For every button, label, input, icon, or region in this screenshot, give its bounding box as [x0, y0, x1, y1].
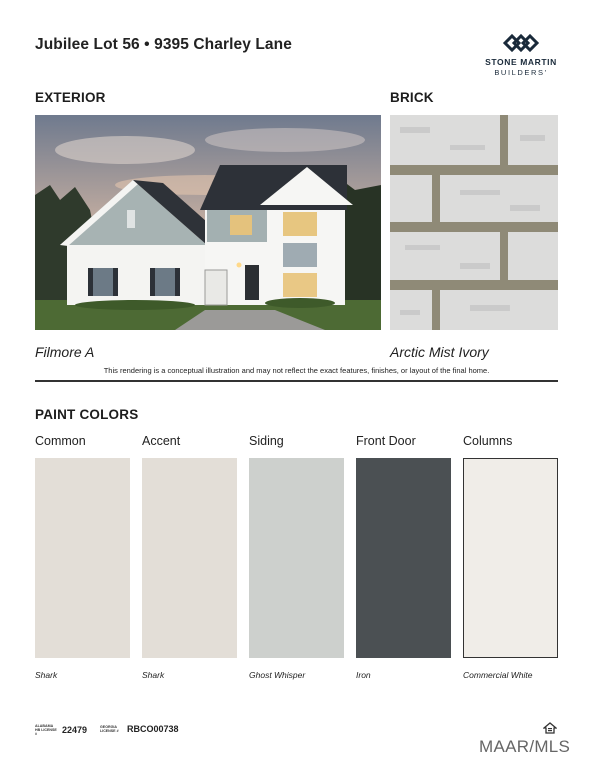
exterior-rendering-image	[35, 115, 381, 330]
logo-text-line2: BUILDERS'	[494, 68, 548, 77]
swatch-accent	[142, 458, 237, 658]
alabama-license-number: 22479	[62, 725, 88, 735]
logo-text-line1: STONE MARTIN	[485, 57, 557, 67]
georgia-license	[100, 724, 179, 734]
georgia-license-number: RBCO00738	[127, 724, 179, 734]
mls-watermark: MAAR/MLS	[479, 737, 571, 756]
swatch-label-front-door: Front Door	[356, 434, 416, 448]
page-title: Jubilee Lot 56 • 9395 Charley Lane	[35, 36, 292, 53]
swatch-siding	[249, 458, 344, 658]
swatch-label-columns: Columns	[463, 434, 513, 448]
swatch-name-front-door: Iron	[356, 670, 371, 680]
exterior-heading: EXTERIOR	[35, 90, 106, 105]
brick-sample-image	[390, 115, 558, 330]
swatch-front-door	[356, 458, 451, 658]
swatch-name-common: Shark	[35, 670, 58, 680]
georgia-license-label: GEORGIA LICENSE #	[100, 725, 119, 733]
swatch-name-accent: Shark	[142, 670, 165, 680]
brick-heading: BRICK	[390, 90, 434, 105]
equal-housing-icon	[543, 722, 557, 734]
disclaimer-text: This rendering is a conceptual illustration and may not reflect the exact features, finishes, or layout of the final home.	[103, 366, 490, 375]
swatch-name-siding: Ghost Whisper	[249, 670, 306, 680]
exterior-caption: Filmore A	[35, 344, 95, 360]
swatch-label-common: Common	[35, 434, 86, 448]
swatch-common	[35, 458, 130, 658]
stone-martin-logo	[476, 33, 566, 77]
alabama-license-label: ALABAMA HB LICENSE #	[35, 724, 57, 736]
divider	[35, 380, 558, 382]
paint-colors-heading: PAINT COLORS	[35, 407, 139, 422]
alabama-license	[35, 724, 87, 736]
logo-diamond-icon	[502, 33, 540, 53]
swatch-columns	[463, 458, 558, 658]
brick-caption: Arctic Mist Ivory	[390, 344, 489, 360]
swatch-label-siding: Siding	[249, 434, 284, 448]
swatch-name-columns: Commercial White	[463, 670, 533, 680]
swatch-label-accent: Accent	[142, 434, 181, 448]
